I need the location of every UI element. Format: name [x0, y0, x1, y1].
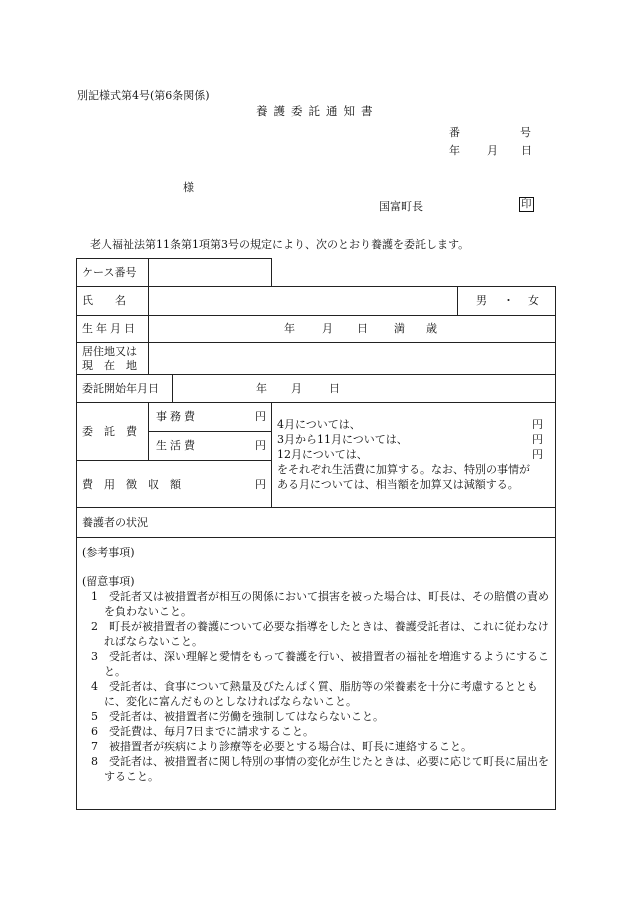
note-item: 5 受託者は、被措置者に労働を強制してはならないこと。 — [91, 710, 384, 723]
reference-label: (参考事項) — [82, 546, 135, 559]
living-fee-label: 生活費 — [156, 439, 198, 452]
dob-label: 生年月日 — [82, 322, 138, 335]
dob-year: 年 — [284, 322, 295, 335]
table-line — [172, 374, 173, 403]
start-date-label: 委託開始年月日 — [82, 382, 159, 395]
note-item: 4 受託者は、食事について熱量及びたんぱく質、脂肪等の栄養素を十分に考慮するとともに、変化に富んだものとしなければならないこと。 — [91, 680, 538, 708]
table-line — [76, 507, 556, 508]
office-fee-label: 事務費 — [156, 410, 198, 423]
table-line — [555, 286, 556, 810]
number-suffix: 号 — [520, 126, 531, 139]
march-november-text: 3月から11月については、 — [277, 433, 408, 446]
dob-day: 日 — [357, 322, 368, 335]
fee-note-line2: ある月については、相当額を加算又は減額する。 — [277, 478, 519, 491]
table-line — [457, 286, 458, 316]
date-month: 月 — [487, 144, 498, 157]
april-yen: 円 — [532, 418, 543, 431]
table-line — [76, 460, 272, 461]
dob-month: 月 — [322, 322, 333, 335]
start-day: 日 — [329, 382, 340, 395]
start-month: 月 — [291, 382, 302, 395]
collection-yen: 円 — [255, 478, 266, 491]
fee-note-line1: をそれぞれ生活費に加算する。なお、特別の事情が — [277, 463, 530, 476]
gender-separator: ・ — [503, 294, 514, 307]
table-line — [148, 402, 149, 461]
recipient-honorific: 様 — [183, 181, 194, 194]
intro-text: 老人福祉法第11条第1項第3号の規定により、次のとおり養護を委託します。 — [90, 238, 470, 251]
case-number-label: ケース番号 — [82, 266, 137, 279]
start-year: 年 — [256, 382, 267, 395]
march-november-yen: 円 — [532, 433, 543, 446]
table-line — [148, 258, 149, 375]
table-line — [271, 258, 272, 287]
december-yen: 円 — [532, 448, 543, 461]
note-item: 6 受託費は、毎月7日までに請求すること。 — [91, 725, 314, 738]
table-line — [271, 402, 272, 508]
notes-section — [82, 574, 550, 784]
table-line — [76, 537, 556, 538]
issuer-name: 国富町長 — [379, 200, 423, 213]
consignment-table — [76, 258, 556, 810]
office-fee-yen: 円 — [255, 410, 266, 423]
fee-label: 委 託 費 — [82, 425, 137, 438]
dob-age: 歳 — [426, 322, 437, 335]
notes-title: (留意事項) — [82, 575, 135, 588]
table-line — [76, 809, 556, 810]
note-item: 3 受託者は、深い理解と愛情をもって養護を行い、被措置者の福祉を増進するようにすること。 — [91, 650, 549, 678]
document-title: 養護委託通知書 — [256, 104, 379, 118]
date-day: 日 — [521, 144, 532, 157]
caretaker-status-label: 養護者の状況 — [82, 516, 148, 529]
table-line — [76, 258, 272, 259]
dob-age-full: 満 — [394, 322, 405, 335]
gender-female: 女 — [528, 294, 539, 307]
name-label: 氏 名 — [82, 294, 126, 307]
number-label: 番 — [449, 126, 460, 139]
gender-male: 男 — [476, 294, 487, 307]
note-item: 7 被措置者が疾病により診療等を必要とする場合は、町長に連絡すること。 — [91, 740, 472, 753]
address-label-line1: 居住地又は — [82, 345, 137, 358]
address-label-line2: 現 在 地 — [82, 359, 137, 372]
collection-label: 費 用 徴 収 額 — [82, 478, 181, 491]
note-item: 1 受託者又は被措置者が相互の関係において損害を被った場合は、町長は、その賠償の責めを負わないこと。 — [91, 590, 549, 618]
seal-mark: 印 — [521, 198, 532, 210]
table-line — [148, 431, 272, 432]
form-identifier: 別記様式第4号(第6条関係) — [77, 89, 210, 102]
table-line — [76, 258, 77, 810]
april-text: 4月については、 — [277, 418, 361, 431]
note-item: 2 町長が被措置者の養護について必要な指導をしたときは、養護受託者は、これに従わなければならないこと。 — [91, 620, 549, 648]
date-year: 年 — [449, 144, 460, 157]
note-item: 8 受託者は、被措置者に関し特別の事情の変化が生じたときは、必要に応じて町長に届出をすること。 — [91, 755, 549, 783]
december-text: 12月については、 — [277, 448, 368, 461]
living-fee-yen: 円 — [255, 439, 266, 452]
